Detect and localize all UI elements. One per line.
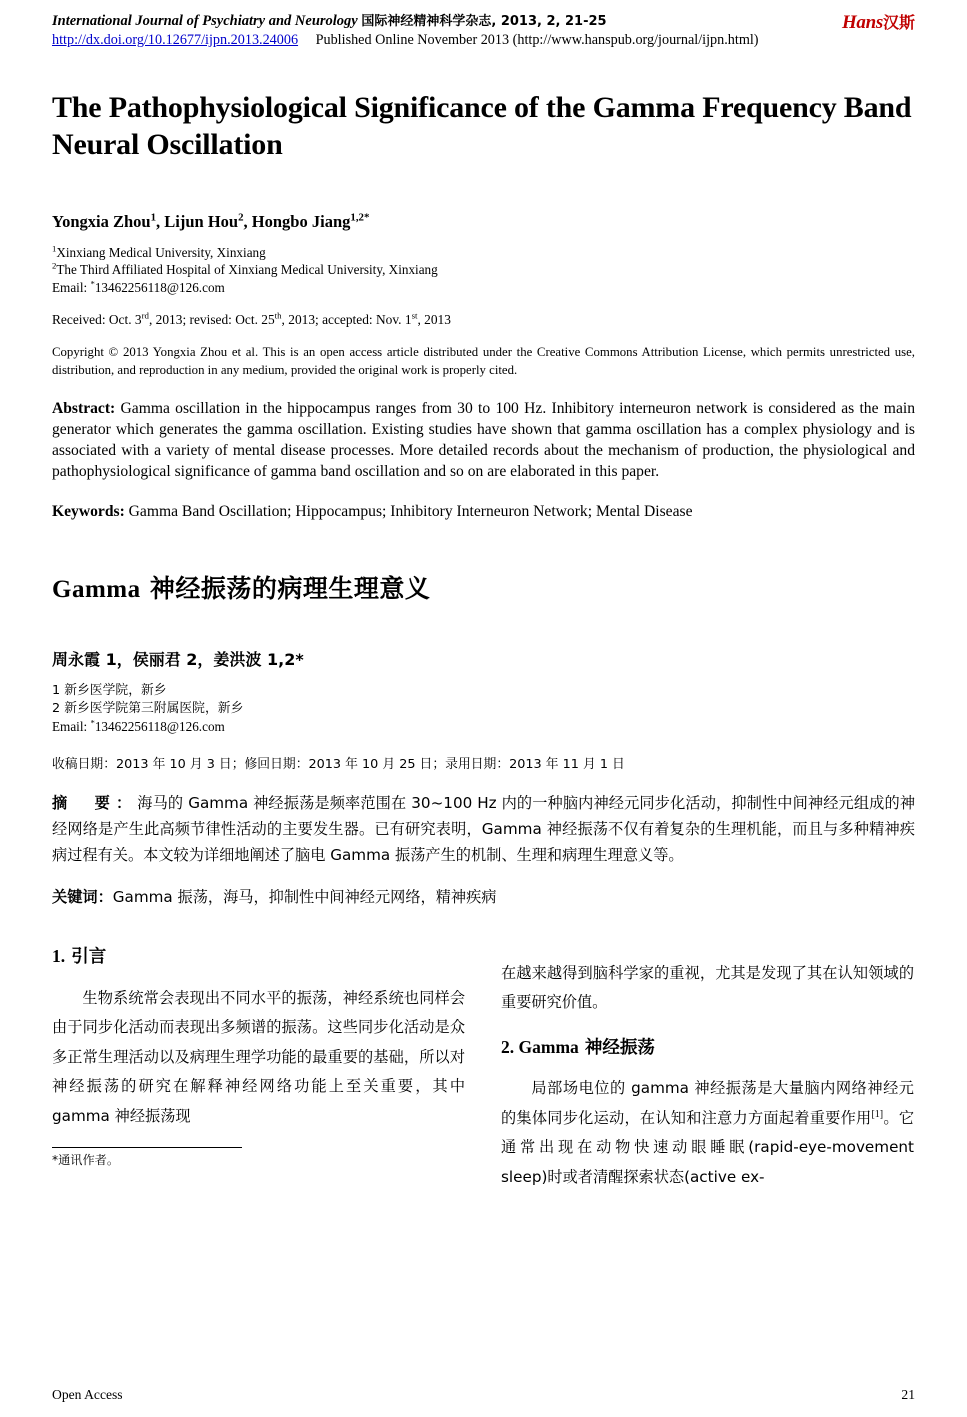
copyright-notice: Copyright © 2013 Yongxia Zhou et al. This is an open access article distributed under the Creative Commons Attribution License, which permits unrestricted use, distribution, and reproduction in any medium, provided the original work is properly cited. — [52, 345, 915, 377]
affiliation-marker: 2 — [52, 260, 57, 271]
keywords-en — [52, 501, 915, 522]
authors-en: Yongxia Zhou$^1$, Lijun Hou$^2$, Hongbo Jiang$^{1,2*}$ — [52, 211, 370, 231]
dates-en: Received: Oct. 3rd, 2013; revised: Oct. 25th, 2013; accepted: Nov. 1st, 2013 — [52, 310, 451, 328]
keywords-cn — [52, 885, 915, 909]
keywords-text: Gamma Band Oscillation; Hippocampus; Inhibitory Interneuron Network; Mental Disease — [124, 503, 693, 521]
author-affil-marker: 1 — [150, 211, 157, 224]
section-2-paragraph-1: 局部场电位的 gamma 神经振荡是大量脑内网络神经元的集体同步化运动，在认知和注意力方面起着重要作用[1]。它通常出现在动物快速动眼睡眠(rapid-eye-movement sleep)时或者清醒探索状态(active ex- — [501, 1079, 915, 1186]
published-online-text: Published Online November 2013 (http://www.hanspub.org/journal/ijpn.html) — [315, 32, 759, 49]
abstract-en — [52, 398, 915, 483]
affiliation-text: Xinxiang Medical University, Xinxiang — [56, 244, 266, 260]
open-access-label: Open Access — [52, 1387, 123, 1402]
publisher-logo-cn: 汉斯 — [882, 13, 915, 32]
section-1-paragraph-1: 生物系统常会表现出不同水平的振荡，神经系统也同样会由于同步化活动而表现出多频谱的振荡。这些同步化活动是众多正常生理活动以及病理生理学功能的最重要的基础，所以对神经振荡的研究在解释神经网络功能上至关重要，其中 gamma 神经振荡现 — [52, 988, 465, 1126]
publisher-logo — [842, 10, 915, 34]
affiliation-item-cn: 2 新乡医学院第三附属医院，新乡 — [52, 700, 244, 716]
column-left — [52, 943, 465, 1207]
page-footer — [52, 1387, 915, 1403]
abstract-cn — [52, 790, 915, 868]
citation-reference[interactable]: [1] — [871, 1108, 884, 1120]
journal-title-en: International Journal of Psychiatry and Neurology — [52, 13, 358, 29]
author-affil-marker: 2 — [238, 211, 244, 224]
paper-title-en: The Pathophysiological Significance of the Gamma Frequency Band Neural Oscillation — [52, 91, 912, 162]
footnote-divider — [52, 1147, 242, 1148]
doi-link[interactable]: http://dx.doi.org/10.12677/ijpn.2013.24006 — [52, 32, 299, 49]
affiliation-item — [52, 261, 915, 279]
email-label: Email: — [52, 279, 88, 295]
abstract-text-cn: 海马的 Gamma 神经振荡是频率范围在 30~100 Hz 内的一种脑内神经元同步化活动，抑制性中间神经元组成的神经网络是产生此高频节律性活动的主要发生器。已有研究表明，Gamma 神经振荡不仅有着复杂的生理机能，而且与多种精神疾病过程有关。本文较为详细地阐述了脑电 Gamma 振荡产生的机制、生理和病理生理意义等。 — [52, 793, 916, 864]
abstract-text: Gamma oscillation in the hippocampus ranges from 30 to 100 Hz. Inhibitory interneuron network is considered as the main generator which generates the gamma oscillation. Existing studies have shown that gamma oscillation has a complex physiology and is associated with a variety of mental disease processes. More detailed records about the mechanism of production, the physiological and pathophysiological significance of gamma band oscillation and so on are elaborated in this paper. — [52, 399, 915, 481]
journal-title-cn: 国际神经精神科学杂志, 2013, 2, 21-25 — [361, 14, 607, 29]
abstract-label: Abstract: — [52, 399, 116, 417]
masthead-doi-line — [52, 31, 915, 50]
keywords-label-cn: 关键词： — [52, 888, 113, 907]
section-heading-2: 2. Gamma 神经振荡 — [501, 1036, 655, 1058]
affiliation-marker: 1 — [52, 243, 57, 254]
section-1-paragraph-1-continued: 在越来越得到脑科学家的重视，尤其是发现了其在认知领域的重要研究价值。 — [501, 963, 914, 1012]
section-heading-1: 1. 引言 — [52, 946, 107, 968]
email-marker: * — [90, 278, 95, 289]
paper-title-cn-latin: Gamma — [52, 575, 141, 603]
affiliations-cn — [52, 682, 915, 737]
email-address: 13462256118@126.com — [94, 279, 225, 295]
masthead — [52, 10, 915, 50]
affiliation-item — [52, 244, 915, 262]
body-columns — [52, 943, 915, 1207]
paper-title-cn — [52, 569, 915, 605]
authors-cn: 周永霞 1，侯丽君 2，姜洪波 1,2* — [52, 649, 304, 669]
affiliations-en — [52, 244, 915, 297]
abstract-label-cn: 摘 要： — [52, 793, 138, 812]
dates-cn: 收稿日期：2013 年 10 月 3 日；修回日期：2013 年 10 月 25 日；录用日期：2013 年 11 月 1 日 — [52, 756, 625, 772]
page-number: 21 — [901, 1387, 915, 1402]
author-affil-marker: 1,2* — [350, 211, 370, 224]
affiliation-item-cn: 1 新乡医学院，新乡 — [52, 682, 167, 698]
masthead-journal-line — [52, 12, 915, 30]
column-right — [501, 943, 914, 1207]
paper-title-cn-text: 神经振荡的病理生理意义 — [140, 573, 431, 603]
keywords-label: Keywords: — [52, 503, 125, 521]
email-line — [52, 279, 915, 297]
footnote-text: *通讯作者。 — [52, 1152, 120, 1167]
affiliation-text: The Third Affiliated Hospital of Xinxiang Medical University, Xinxiang — [56, 262, 438, 278]
publisher-logo-en: Hans — [841, 12, 883, 33]
email-line-cn: Email: *13462256118@126.com — [52, 717, 225, 734]
keywords-text-cn: Gamma 振荡，海马，抑制性中间神经元网络，精神疾病 — [112, 888, 497, 907]
